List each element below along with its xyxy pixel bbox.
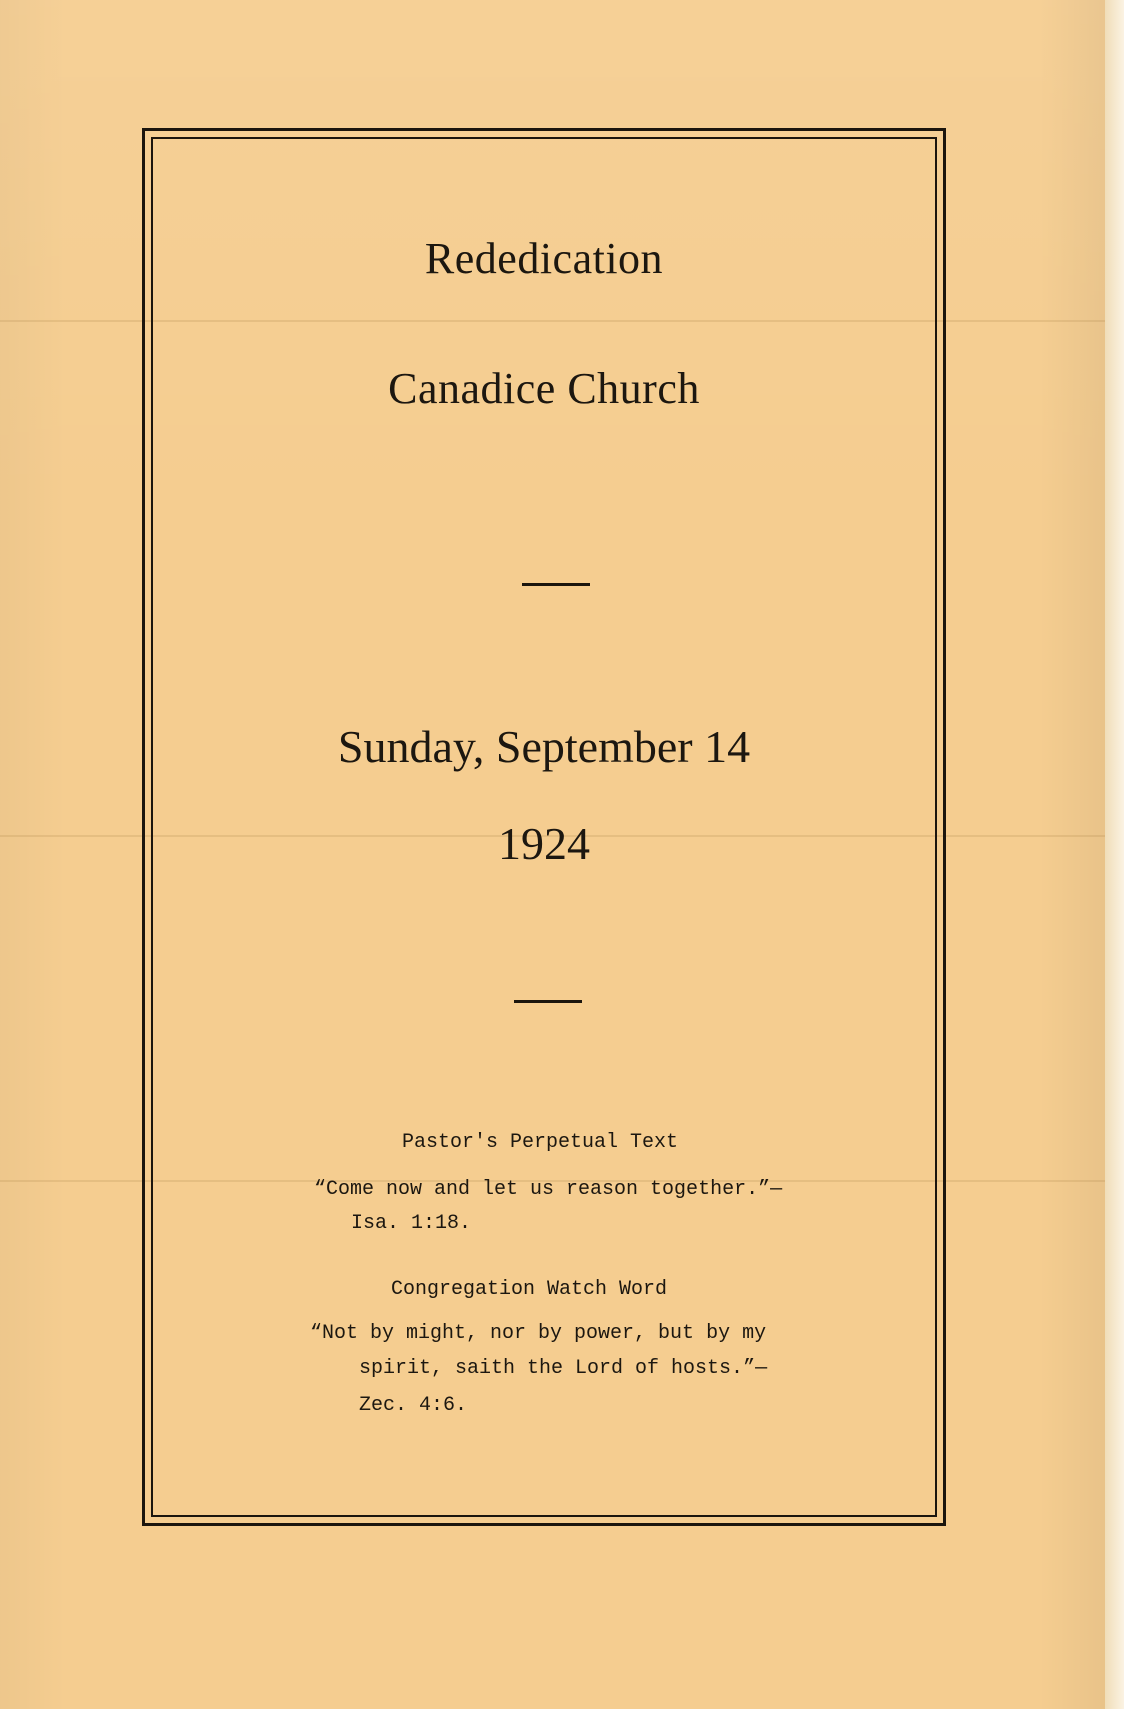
watch-word-quote-line1: “Not by might, nor by power, but by my	[310, 1322, 767, 1345]
service-date: Sunday, September 14	[337, 721, 751, 772]
church-name: Canadice Church	[388, 364, 700, 413]
service-year: 1924	[498, 818, 590, 869]
paper-edge	[1105, 0, 1124, 1709]
divider-rule	[514, 1000, 582, 1003]
divider-rule	[522, 583, 590, 586]
pastor-text-quote: “Come now and let us reason together.”—	[314, 1178, 783, 1201]
pastor-text-reference: Isa. 1:18.	[351, 1212, 472, 1235]
pastor-text-heading: Pastor's Perpetual Text	[402, 1131, 679, 1154]
watch-word-reference: Zec. 4:6.	[359, 1394, 468, 1417]
watch-word-quote-line2: spirit, saith the Lord of hosts.”—	[359, 1357, 768, 1380]
watch-word-heading: Congregation Watch Word	[391, 1278, 668, 1301]
program-title: Rededication	[424, 234, 664, 283]
